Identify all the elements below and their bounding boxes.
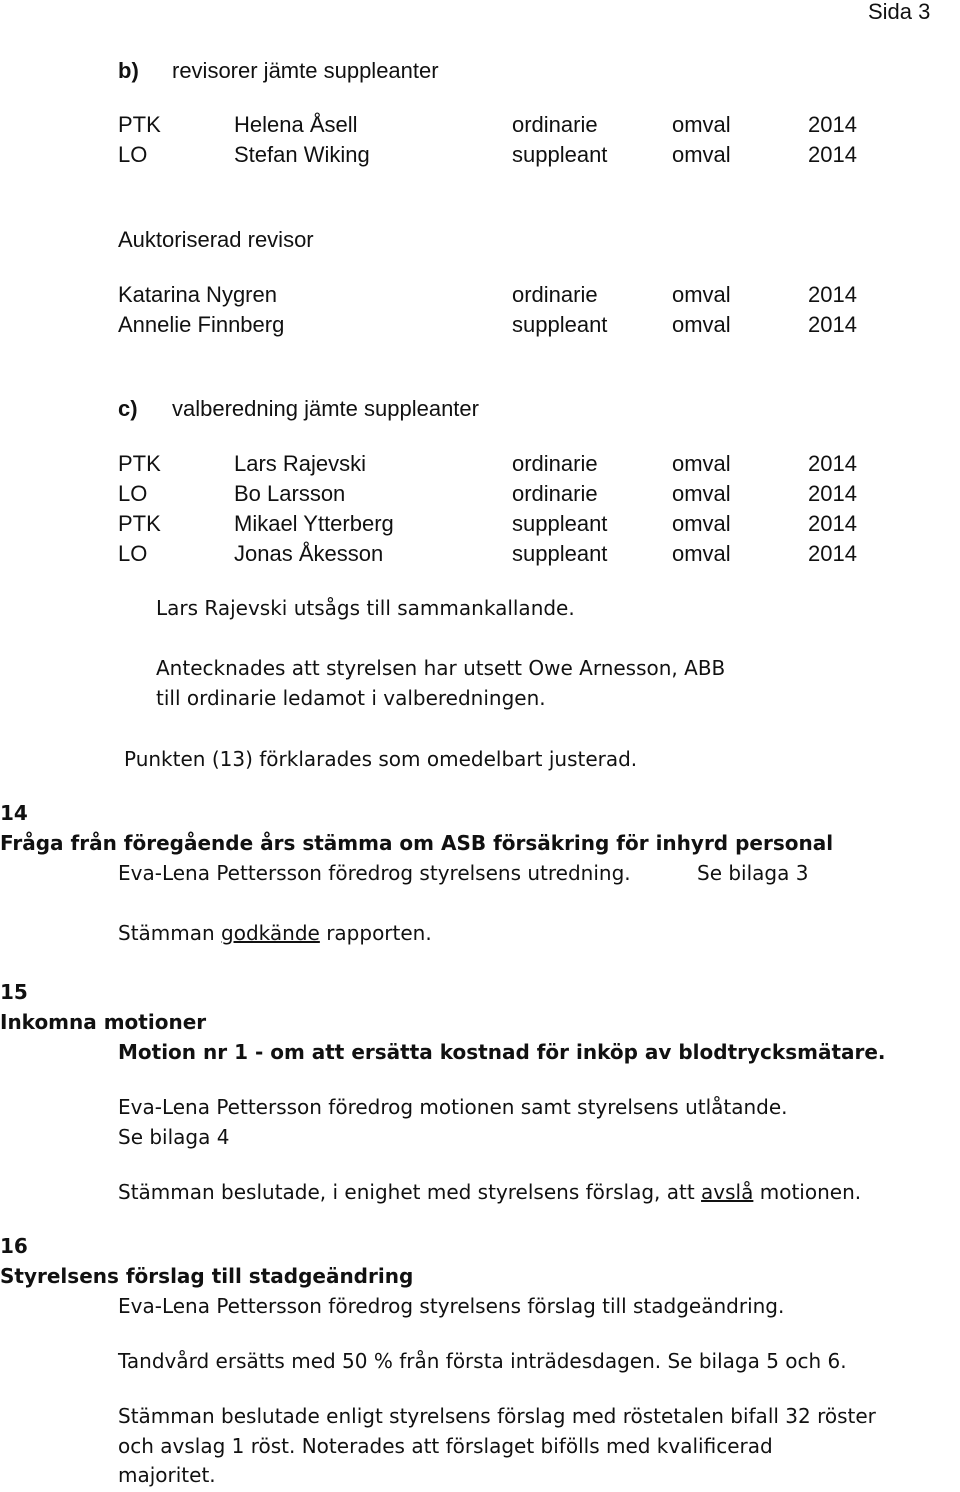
item-14-attachment-ref: Se bilaga 3 [697, 861, 809, 885]
section-c-title: valberedning jämte suppleanter [172, 396, 479, 421]
name-cell: Annelie Finnberg [118, 312, 285, 337]
item-15-text: Eva-Lena Pettersson föredrog motionen samt styrelsens utlåtande. [118, 1095, 788, 1119]
year-cell: 2014 [808, 451, 857, 476]
role-cell: suppleant [512, 541, 608, 566]
name-cell: Lars Rajevski [234, 451, 367, 476]
name-cell: Mikael Ytterberg [234, 511, 394, 536]
section-b-letter: b) [118, 58, 139, 83]
item-15-attachment-ref: Se bilaga 4 [118, 1125, 230, 1149]
item-15-number: 15 [0, 980, 28, 1004]
item-16-decision-line1: Stämman beslutade enligt styrelsens förslag med röstetalen bifall 32 röster [118, 1404, 876, 1428]
decision-underlined: godkände [221, 921, 320, 945]
year-cell: 2014 [808, 511, 857, 536]
name-cell: Katarina Nygren [118, 282, 277, 307]
item-14-text: Eva-Lena Pettersson föredrog styrelsens utredning. [118, 861, 631, 885]
item-16-text: Eva-Lena Pettersson föredrog styrelsens förslag till stadgeändring. [118, 1294, 785, 1318]
action-cell: omval [672, 142, 731, 167]
year-cell: 2014 [808, 142, 857, 167]
role-cell: ordinarie [512, 282, 598, 307]
item-16-number: 16 [0, 1234, 28, 1258]
org-cell: PTK [118, 451, 161, 476]
item-16-title: Styrelsens förslag till stadgeändring [0, 1264, 414, 1288]
role-cell: ordinarie [512, 481, 598, 506]
auditor-heading: Auktoriserad revisor [118, 227, 314, 252]
decision-text: Stämman [118, 921, 222, 945]
decision-underlined: avslå [701, 1180, 754, 1204]
org-cell: LO [118, 541, 148, 566]
appointment-note-line1: Antecknades att styrelsen har utsett Owe Arnesson, ABB [156, 656, 726, 680]
item-16-dental-note: Tandvård ersätts med 50 % från första inträdesdagen. Se bilaga 5 och 6. [118, 1349, 847, 1373]
org-cell: LO [118, 481, 148, 506]
adjusted-note: Punkten (13) förklarades som omedelbart justerad. [124, 747, 638, 771]
item-15-title: Inkomna motioner [0, 1010, 207, 1034]
action-cell: omval [672, 511, 731, 536]
role-cell: ordinarie [512, 451, 598, 476]
item-14-number: 14 [0, 801, 28, 825]
action-cell: omval [672, 312, 731, 337]
name-cell: Bo Larsson [234, 481, 346, 506]
year-cell: 2014 [808, 312, 857, 337]
decision-text: motionen. [753, 1180, 862, 1204]
year-cell: 2014 [808, 541, 857, 566]
name-cell: Stefan Wiking [234, 142, 370, 167]
item-15-motion: Motion nr 1 - om att ersätta kostnad för inköp av blodtrycksmätare. [118, 1040, 886, 1064]
action-cell: omval [672, 481, 731, 506]
appointment-note-line2: till ordinarie ledamot i valberedningen. [156, 686, 546, 710]
item-16-decision-line3: majoritet. [118, 1463, 216, 1487]
convener-note: Lars Rajevski utsågs till sammankallande. [156, 596, 575, 620]
page-number: Sida 3 [868, 0, 931, 24]
org-cell: LO [118, 142, 148, 167]
item-15-decision [118, 1177, 861, 1207]
action-cell: omval [672, 541, 731, 566]
item-16-decision-line2: och avslag 1 röst. Noterades att förslaget bifölls med kvalificerad [118, 1434, 773, 1458]
action-cell: omval [672, 112, 731, 137]
role-cell: suppleant [512, 312, 608, 337]
org-cell: PTK [118, 112, 161, 137]
decision-text: Stämman beslutade, i enighet med styrelsens förslag, att [118, 1180, 702, 1204]
decision-text: rapporten. [319, 921, 432, 945]
year-cell: 2014 [808, 112, 857, 137]
item-14-title: Fråga från föregående års stämma om ASB försäkring för inhyrd personal [0, 831, 834, 855]
action-cell: omval [672, 451, 731, 476]
role-cell: suppleant [512, 511, 608, 536]
org-cell: PTK [118, 511, 161, 536]
name-cell: Helena Åsell [234, 112, 358, 137]
item-14-decision [118, 918, 432, 948]
role-cell: ordinarie [512, 112, 598, 137]
role-cell: suppleant [512, 142, 608, 167]
name-cell: Jonas Åkesson [234, 541, 384, 566]
action-cell: omval [672, 282, 731, 307]
year-cell: 2014 [808, 282, 857, 307]
section-b-title: revisorer jämte suppleanter [172, 58, 439, 83]
section-c-letter: c) [118, 396, 138, 421]
year-cell: 2014 [808, 481, 857, 506]
